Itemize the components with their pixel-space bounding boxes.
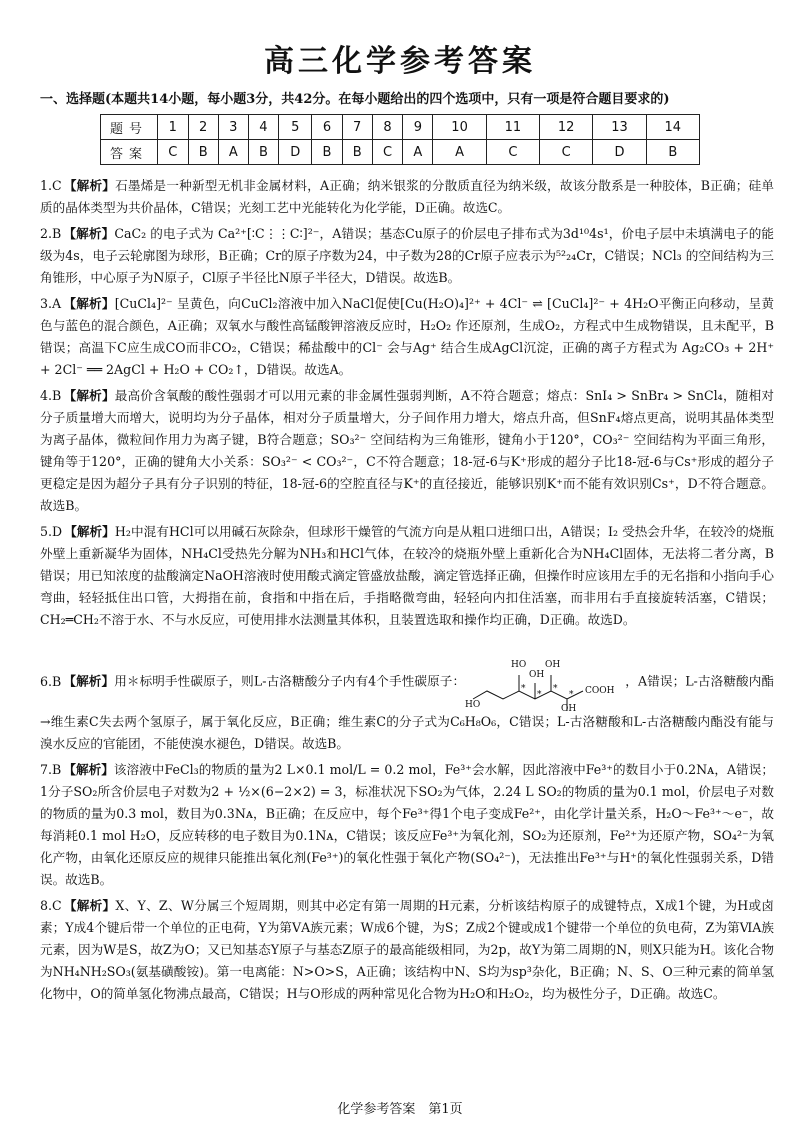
explanation-item	[40, 175, 774, 219]
question-number-cell: 3	[218, 115, 248, 140]
item-number: 3.A	[40, 296, 62, 311]
item-text: [CuCl₄]²⁻ 呈黄色，向CuCl₂溶液中加入NaCl促使[Cu(H₂O)₄]²⁺ + 4Cl⁻ ⇌ [CuCl₄]²⁻ + 4H₂O平衡正向移动，呈黄色与蓝色的混合颜色，A正确；双氧水与酸性高锰酸钾溶液反应时，H₂O₂ 作还原剂，生成O₂，方程式中生成物错误，且未配平，B错误；高温下C应生成CO而非CO₂，C错误；稀盐酸中的Cl⁻ 会与Ag⁺ 结合生成AgCl沉淀，正确的离子方程式为 Ag₂CO₃ + 2H⁺ + 2Cl⁻ ══ 2AgCl + H₂O + CO₂↑，D错误。故选A。	[40, 296, 774, 377]
item-number: 5.D	[40, 524, 63, 539]
question-number-cell: 10	[433, 115, 486, 140]
item-tag: 【解析】	[63, 226, 115, 241]
answer-cell: B	[312, 140, 342, 165]
item-text: 用＊标明手性碳原子，则L-古洛糖酸分子内有4个手性碳原子：	[114, 673, 466, 689]
svg-text:*: *	[537, 690, 542, 700]
structure-label: OH	[529, 670, 545, 680]
question-number-cell: 2	[188, 115, 218, 140]
item-text: X、Y、Z、W分属三个短周期，则其中必定有第一周期的H元素，分析该结构原子的成键特点，X成1个键，为H或卤素；Y成4个键后带一个单位的正电荷，Y为第ⅤA族元素；W成6个键，为S；Z成2个键或成1个键带一个单位的负电荷，Z为第ⅥA族元素，因为W是S，故Z为O；又已知基态Y原子与基态Z原子的最高能级相同，为2p，故Y为第二周期的N，则X只能为H。该化合物为NH₄NH₂SO₃(氨基磺酸铵)。第一电离能：N>O>S，A正确；该结构中N、S均为sp³杂化，B正确；N、S、O三种元素的简单氢化物中，O的简单氢化物沸点最高，C错误；H与O形成的两种常见化合物为H₂O和H₂O₂，均为极性分子，D正确。故选C。	[40, 898, 775, 1001]
question-number-cell: 14	[646, 115, 699, 140]
explanation-item	[40, 521, 774, 631]
item-tag: 【解析】	[63, 762, 114, 777]
structure-label: OH	[545, 660, 561, 670]
svg-text:*: *	[521, 684, 526, 694]
answer-cell: C	[372, 140, 403, 165]
svg-text:*: *	[553, 684, 558, 694]
section-heading: 一、选择题(本题共14小题，每小题3分，共42分。在每小题给出的四个选项中，只有一项是符合题目要求的)	[40, 92, 670, 107]
item-number: 8.C	[40, 898, 62, 913]
answer-cell: C	[540, 140, 593, 165]
item-text: 石墨烯是一种新型无机非金属材料，A正确；纳米银浆的分散质直径为纳米级，故该分散系是一种胶体，B正确；硅单质的晶体类型为共价晶体，C错误；光刻工艺中光能转化为化学能，D正确。故选C。	[40, 178, 775, 215]
answer-table	[100, 114, 700, 165]
answer-cell: A	[403, 140, 433, 165]
svg-text:*: *	[569, 690, 574, 700]
explanation-item	[40, 293, 774, 381]
question-number-cell: 8	[372, 115, 403, 140]
item-text: CaC₂ 的电子式为 Ca²⁺[∶C⋮⋮C∶]²⁻，A错误；基态Cu原子的价层电子排布式为3d¹⁰4s¹，价电子层中未填满电子的能级为4s，电子云轮廓图为球形，B正确；Cr的原子序数为24，中子数为28的Cr原子应表示为⁵²₂₄Cr，C错误；NCl₃ 的空间结构为三角锥形，中心原子为N原子，Cl原子半径比N原子半径大，D错误。故选B。	[40, 226, 775, 285]
gulonic-acid-structure	[465, 653, 625, 711]
answer-cell: B	[646, 140, 699, 165]
item-number: 7.B	[40, 762, 62, 777]
page-footer: 化学参考答案 第1页	[337, 1102, 463, 1117]
question-number-cell: 11	[486, 115, 539, 140]
question-number-cell: 1	[158, 115, 189, 140]
structure-label: HO	[511, 660, 527, 670]
item-tag: 【解析】	[63, 178, 116, 193]
item-text: 该溶液中FeCl₃的物质的量为2 L×0.1 mol/L = 0.2 mol，Fe³⁺会水解，因此溶液中Fe³⁺的数目小于0.2Nᴀ，A错误；1分子SO₂所含价层电子对数为2 + ½×(6−2×2) = 3，标准状况下SO₂为气体，2.24 L SO₂的物质的量为0.1 mol，价层电子对数的物质的量为0.3 mol，数目为0.3Nᴀ，B正确；在反应中，每个Fe³⁺得1个电子变成Fe²⁺，由化学计量关系，H₂O～Fe³⁺～e⁻，故每消耗0.1 mol H₂O，反应转移的电子数目为0.1Nᴀ，C错误；该反应Fe³⁺为氧化剂，SO₂为还原剂，Fe²⁺为还原产物，SO₄²⁻为氧化产物，由氧化还原反应的规律只能推出氧化剂(Fe³⁺)的氧化性强于氧化产物(SO₄²⁻)，无法推出Fe³⁺与H⁺的氧化性强弱关系，D错误。故选B。	[40, 762, 774, 887]
item-tag: 【解析】	[63, 898, 116, 913]
item-number: 1.C	[40, 178, 62, 193]
answer-cell: D	[593, 140, 646, 165]
answer-cell: B	[342, 140, 372, 165]
question-number-cell: 6	[312, 115, 342, 140]
question-number-cell: 4	[248, 115, 278, 140]
answer-cell: D	[278, 140, 311, 165]
item-tag: 【解析】	[63, 296, 115, 311]
explanation-item	[40, 759, 774, 891]
item-tag: 【解析】	[63, 388, 115, 403]
item-tag: 【解析】	[63, 673, 115, 689]
answer-cell: B	[188, 140, 218, 165]
question-number-cell: 12	[540, 115, 593, 140]
structure-label: HO	[465, 700, 481, 710]
item-text: ，A错误；L-古洛糖酸内酯→维生素C失去两个氢原子，属于氧化反应，B正确；维生素C的分子式为C₆H₈O₆，C错误；L-古洛糖酸和L-古洛糖酸内酯没有能与溴水反应的官能团，不能使溴水褪色，D错误。故选B。	[40, 673, 775, 751]
answer-cell: A	[218, 140, 248, 165]
answer-cell: A	[433, 140, 486, 165]
table-row-numbers	[101, 115, 700, 140]
question-number-cell: 13	[593, 115, 646, 140]
table-row-answers	[101, 140, 700, 165]
item-number: 2.B	[40, 226, 62, 241]
question-number-cell: 5	[278, 115, 311, 140]
page-title: 高三化学参考答案	[264, 44, 536, 79]
item-number: 4.B	[40, 388, 62, 403]
table-row-label: 题号	[101, 115, 158, 140]
explanation-item	[40, 385, 774, 517]
explanation-item	[40, 653, 774, 755]
answer-cell: C	[158, 140, 189, 165]
question-number-cell: 7	[342, 115, 372, 140]
structure-label: COOH	[585, 686, 615, 696]
item-text: H₂中混有HCl可以用碱石灰除杂，但球形干燥管的气流方向是从粗口进细口出，A错误；I₂ 受热会升华，在较冷的烧瓶外壁上重新凝华为固体，NH₄Cl受热先分解为NH₃和HCl气体，在较冷的烧瓶外壁上重新化合为NH₄Cl固体，无法将二者分离，B错误；用已知浓度的盐酸滴定NaOH溶液时使用酸式滴定管盛放盐酸，滴定管选择正确，但操作时应该用左手的无名指和小指向手心弯曲，轻轻抵住出口管，大拇指在前，食指和中指在后，手指略微弯曲，轻轻向内扣住活塞，而非用右手直接旋转活塞，C错误；CH₂═CH₂不溶于水、不与水反应，可使用排水法测量其体积，且装置选取和操作均正确，D正确。故选D。	[40, 524, 774, 627]
item-tag: 【解析】	[64, 524, 115, 539]
answer-cell: C	[486, 140, 539, 165]
explanation-item	[40, 223, 774, 289]
explanations	[40, 175, 774, 1009]
question-number-cell: 9	[403, 115, 433, 140]
item-text: 最高价含氧酸的酸性强弱才可以用元素的非金属性强弱判断，A不符合题意；熔点：SnI₄ > SnBr₄ > SnCl₄，随相对分子质量增大而增大，说明均为分子晶体，相对分子质量增大，分子间作用力增大，熔点升高，但SnF₄熔点更高，说明其晶体类型为离子晶体，微粒间作用力为离子键，B符合题意；SO₃²⁻ 空间结构为三角锥形，键角小于120°，CO₃²⁻ 空间结构为平面三角形，键角等于120°，正确的键角大小关系：SO₃²⁻ < CO₃²⁻，C不符合题意；18-冠-6与K⁺形成的超分子比18-冠-6与Cs⁺形成的超分子更稳定是因为超分子具有分子识别的特征，18-冠-6的空腔直径与K⁺的直径接近，能够识别K⁺而不能有效识别Cs⁺，D不符合题意。故选B。	[40, 388, 774, 513]
item-number: 6.B	[40, 673, 62, 689]
answer-cell: B	[248, 140, 278, 165]
structure-label: OH	[561, 704, 577, 711]
explanation-item	[40, 895, 774, 1005]
table-row-label: 答案	[101, 140, 158, 165]
